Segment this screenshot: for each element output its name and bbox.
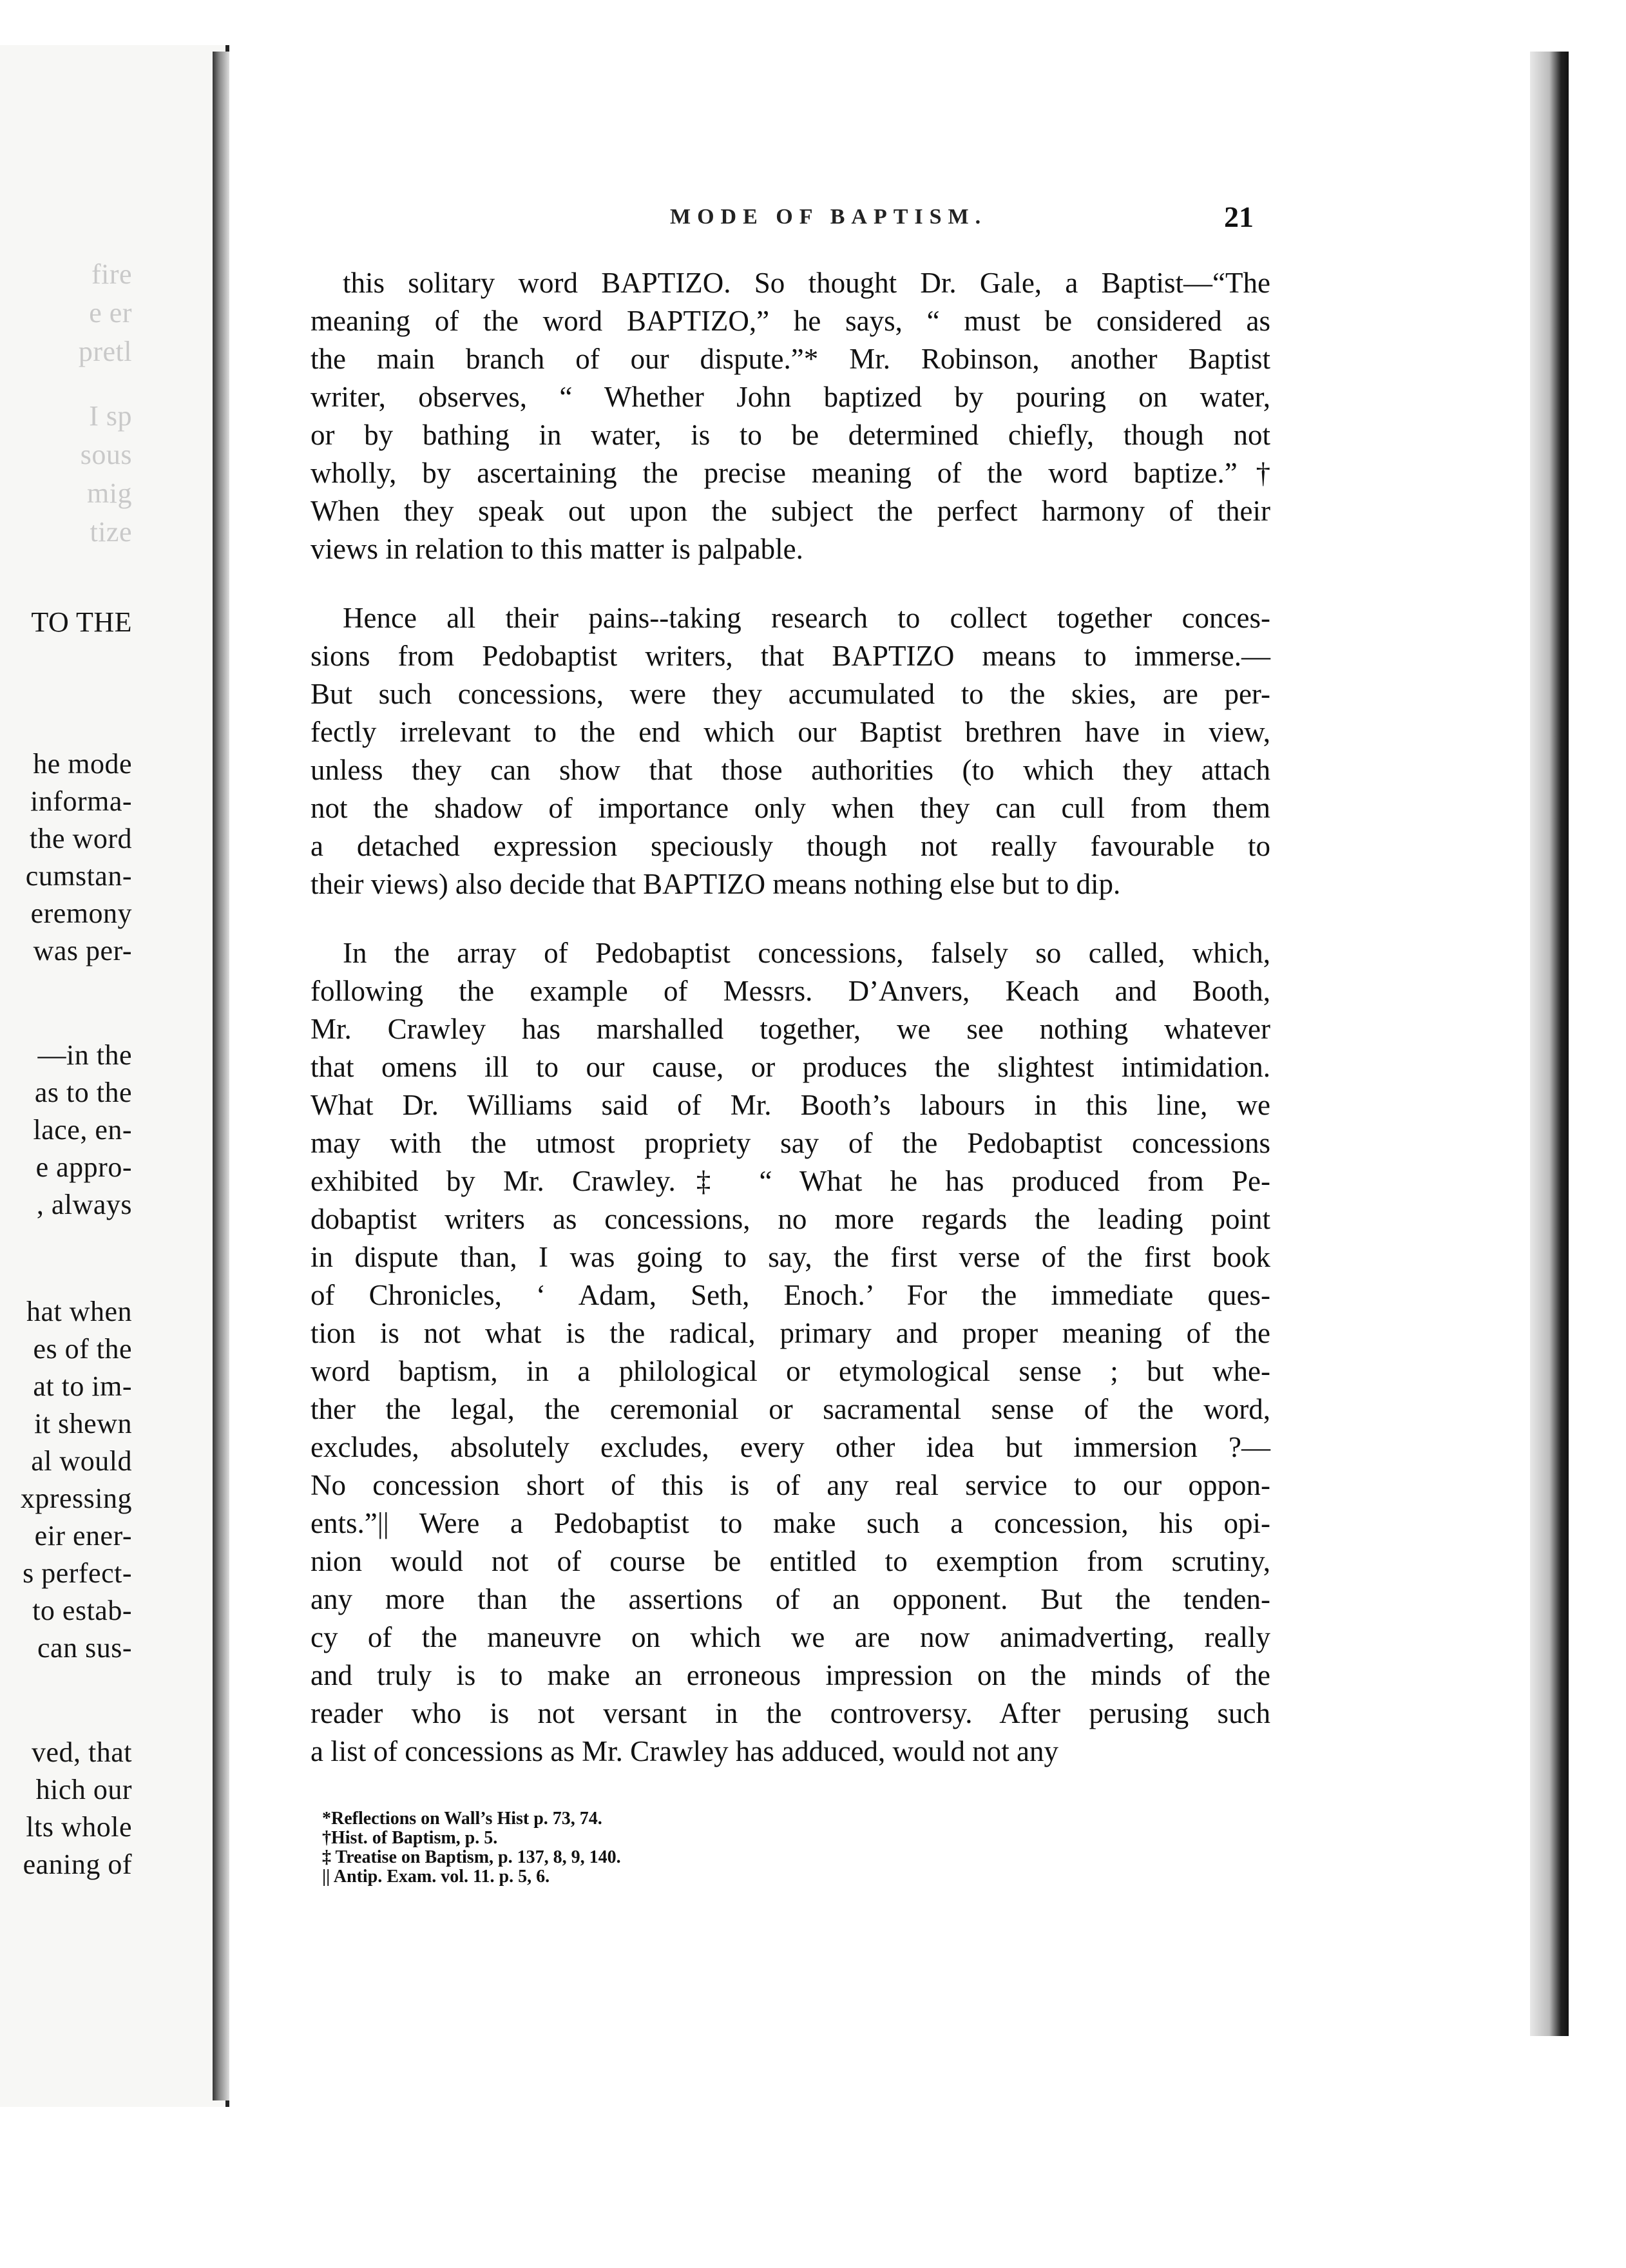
left-page-line: eremony [30, 898, 132, 929]
text-line: and truly is to make an erroneous impression on the minds of the [311, 1659, 1270, 1691]
paragraph [311, 599, 1270, 903]
text-line: dobaptist writers as concessions, no more regards the leading point [311, 1203, 1270, 1235]
footnote: || Antip. Exam. vol. 11. p. 5, 6. [322, 1867, 550, 1887]
text-line: a detached expression speciously though not really favourable to [311, 830, 1270, 862]
left-page-line: to estab- [32, 1595, 132, 1626]
left-page-line: eaning of [23, 1849, 132, 1880]
text-line: word baptism, in a philological or etymological sense ; but whe- [311, 1355, 1270, 1387]
footnote: †Hist. of Baptism, p. 5. [322, 1828, 498, 1848]
left-page-line: at to im- [33, 1370, 132, 1402]
running-head: MODE OF BAPTISM. [670, 205, 988, 229]
text-line: or by bathing in water, is to be determined chiefly, though not [311, 419, 1270, 451]
left-page-line: cumstan- [25, 860, 132, 892]
left-page-line: he mode [33, 748, 132, 780]
text-line: in dispute than, I was going to say, the first verse of the first book [311, 1241, 1270, 1273]
text-line: reader who is not versant in the controversy. After perusing such [311, 1697, 1270, 1729]
text-line: views in relation to this matter is palpable. [311, 533, 803, 565]
left-page-line: TO THE [31, 606, 132, 638]
left-page-line: hich our [35, 1774, 132, 1805]
left-page-line: I sp [89, 400, 132, 432]
left-page-line: the word [29, 823, 132, 854]
text-line: ther the legal, the ceremonial or sacramental sense of the word, [311, 1393, 1270, 1425]
left-page-line: ved, that [31, 1736, 132, 1768]
text-line: nion would not of course be entitled to exemption from scrutiny, [311, 1545, 1270, 1577]
text-line: that omens ill to our cause, or produces the slightest intimidation. [311, 1051, 1270, 1083]
left-page-line: —in the [37, 1039, 132, 1071]
text-line: following the example of Messrs. D’Anvers, Keach and Booth, [311, 975, 1270, 1007]
footnote: *Reflections on Wall’s Hist p. 73, 74. [322, 1809, 602, 1829]
text-line: not the shadow of importance only when they can cull from them [311, 792, 1270, 824]
text-line: tion is not what is the radical, primary and proper meaning of the [311, 1317, 1270, 1349]
left-page-line: al would [31, 1445, 132, 1477]
left-page-line: e appro- [35, 1151, 132, 1183]
left-page-fragment [0, 45, 229, 2107]
text-line: a list of concessions as Mr. Crawley has adduced, would not any [311, 1735, 1059, 1767]
text-line: any more than the assertions of an opponent. But the tenden- [311, 1583, 1270, 1615]
paragraph [311, 264, 1270, 568]
text-line: meaning of the word BAPTIZO,” he says, “ must be considered as [311, 305, 1270, 337]
left-page-line: sous [80, 439, 132, 470]
text-line: their views) also decide that BAPTIZO means nothing else but to dip. [311, 868, 1121, 900]
text-line: Mr. Crawley has marshalled together, we see nothing whatever [311, 1013, 1270, 1045]
footnotes [322, 1809, 1095, 1887]
text-line: No concession short of this is of any real service to our oppon- [311, 1469, 1270, 1501]
footnote: ‡ Treatise on Baptism, p. 137, 8, 9, 140. [322, 1847, 621, 1867]
left-page-line: es of the [33, 1333, 132, 1365]
text-line: Hence all their pains--taking research to collect together conces- [343, 602, 1270, 634]
text-line: cy of the maneuvre on which we are now animadverting, really [311, 1621, 1270, 1653]
paragraph [311, 934, 1270, 1771]
text-line: unless they can show that those authorities (to which they attach [311, 754, 1270, 786]
left-page-line: fire [91, 258, 132, 290]
page-edge-shadow [1530, 52, 1569, 2036]
left-page-line: e er [89, 297, 132, 329]
left-page-line: tize [90, 516, 132, 548]
left-page-line: lace, en- [33, 1114, 132, 1146]
text-line: In the array of Pedobaptist concessions, falsely so called, which, [343, 937, 1270, 969]
left-page-line: s perfect- [23, 1557, 132, 1589]
text-line: of Chronicles, ‘ Adam, Seth, Enoch.’ For the immediate ques- [311, 1279, 1270, 1311]
text-line: fectly irrelevant to the end which our Baptist brethren have in view, [311, 716, 1270, 748]
text-line: exhibited by Mr. Crawley.‡ “ What he has produced from Pe- [311, 1165, 1270, 1197]
text-line: sions from Pedobaptist writers, that BAPTIZO means to immerse.— [311, 640, 1270, 672]
text-line: But such concessions, were they accumulated to the skies, are per- [311, 678, 1270, 710]
left-page-line: it shewn [34, 1408, 132, 1439]
book-gutter [213, 52, 229, 2100]
left-page-line: xpressing [20, 1483, 132, 1514]
left-page-line: as to the [34, 1077, 132, 1108]
left-page-line: can sus- [37, 1632, 132, 1664]
text-line: may with the utmost propriety say of the Pedobaptist concessions [311, 1127, 1270, 1159]
left-page-line: was per- [33, 935, 132, 966]
left-page-line: , always [36, 1189, 132, 1220]
left-page-line: hat when [26, 1296, 132, 1327]
text-line: What Dr. Williams said of Mr. Booth’s labours in this line, we [311, 1089, 1270, 1121]
left-page-line: eir ener- [34, 1520, 132, 1552]
text-line: ents.”|| Were a Pedobaptist to make such a concession, his opi- [311, 1507, 1270, 1539]
left-page-line: lts whole [26, 1811, 132, 1843]
left-page-line: informa- [30, 785, 132, 817]
text-line: wholly, by ascertaining the precise meaning of the word baptize.”† [311, 457, 1270, 489]
text-line: When they speak out upon the subject the perfect harmony of their [311, 495, 1270, 527]
left-page-line: pretl [78, 336, 132, 367]
text-line: excludes, absolutely excludes, every other idea but immersion ?— [311, 1431, 1270, 1463]
text-line: writer, observes, “ Whether John baptized by pouring on water, [311, 381, 1270, 413]
page-number: 21 [1224, 200, 1254, 233]
text-line: the main branch of our dispute.”* Mr. Robinson, another Baptist [311, 343, 1270, 375]
left-page-line: mig [87, 477, 132, 509]
text-line: this solitary word BAPTIZO. So thought Dr. Gale, a Baptist—“The [343, 267, 1270, 299]
